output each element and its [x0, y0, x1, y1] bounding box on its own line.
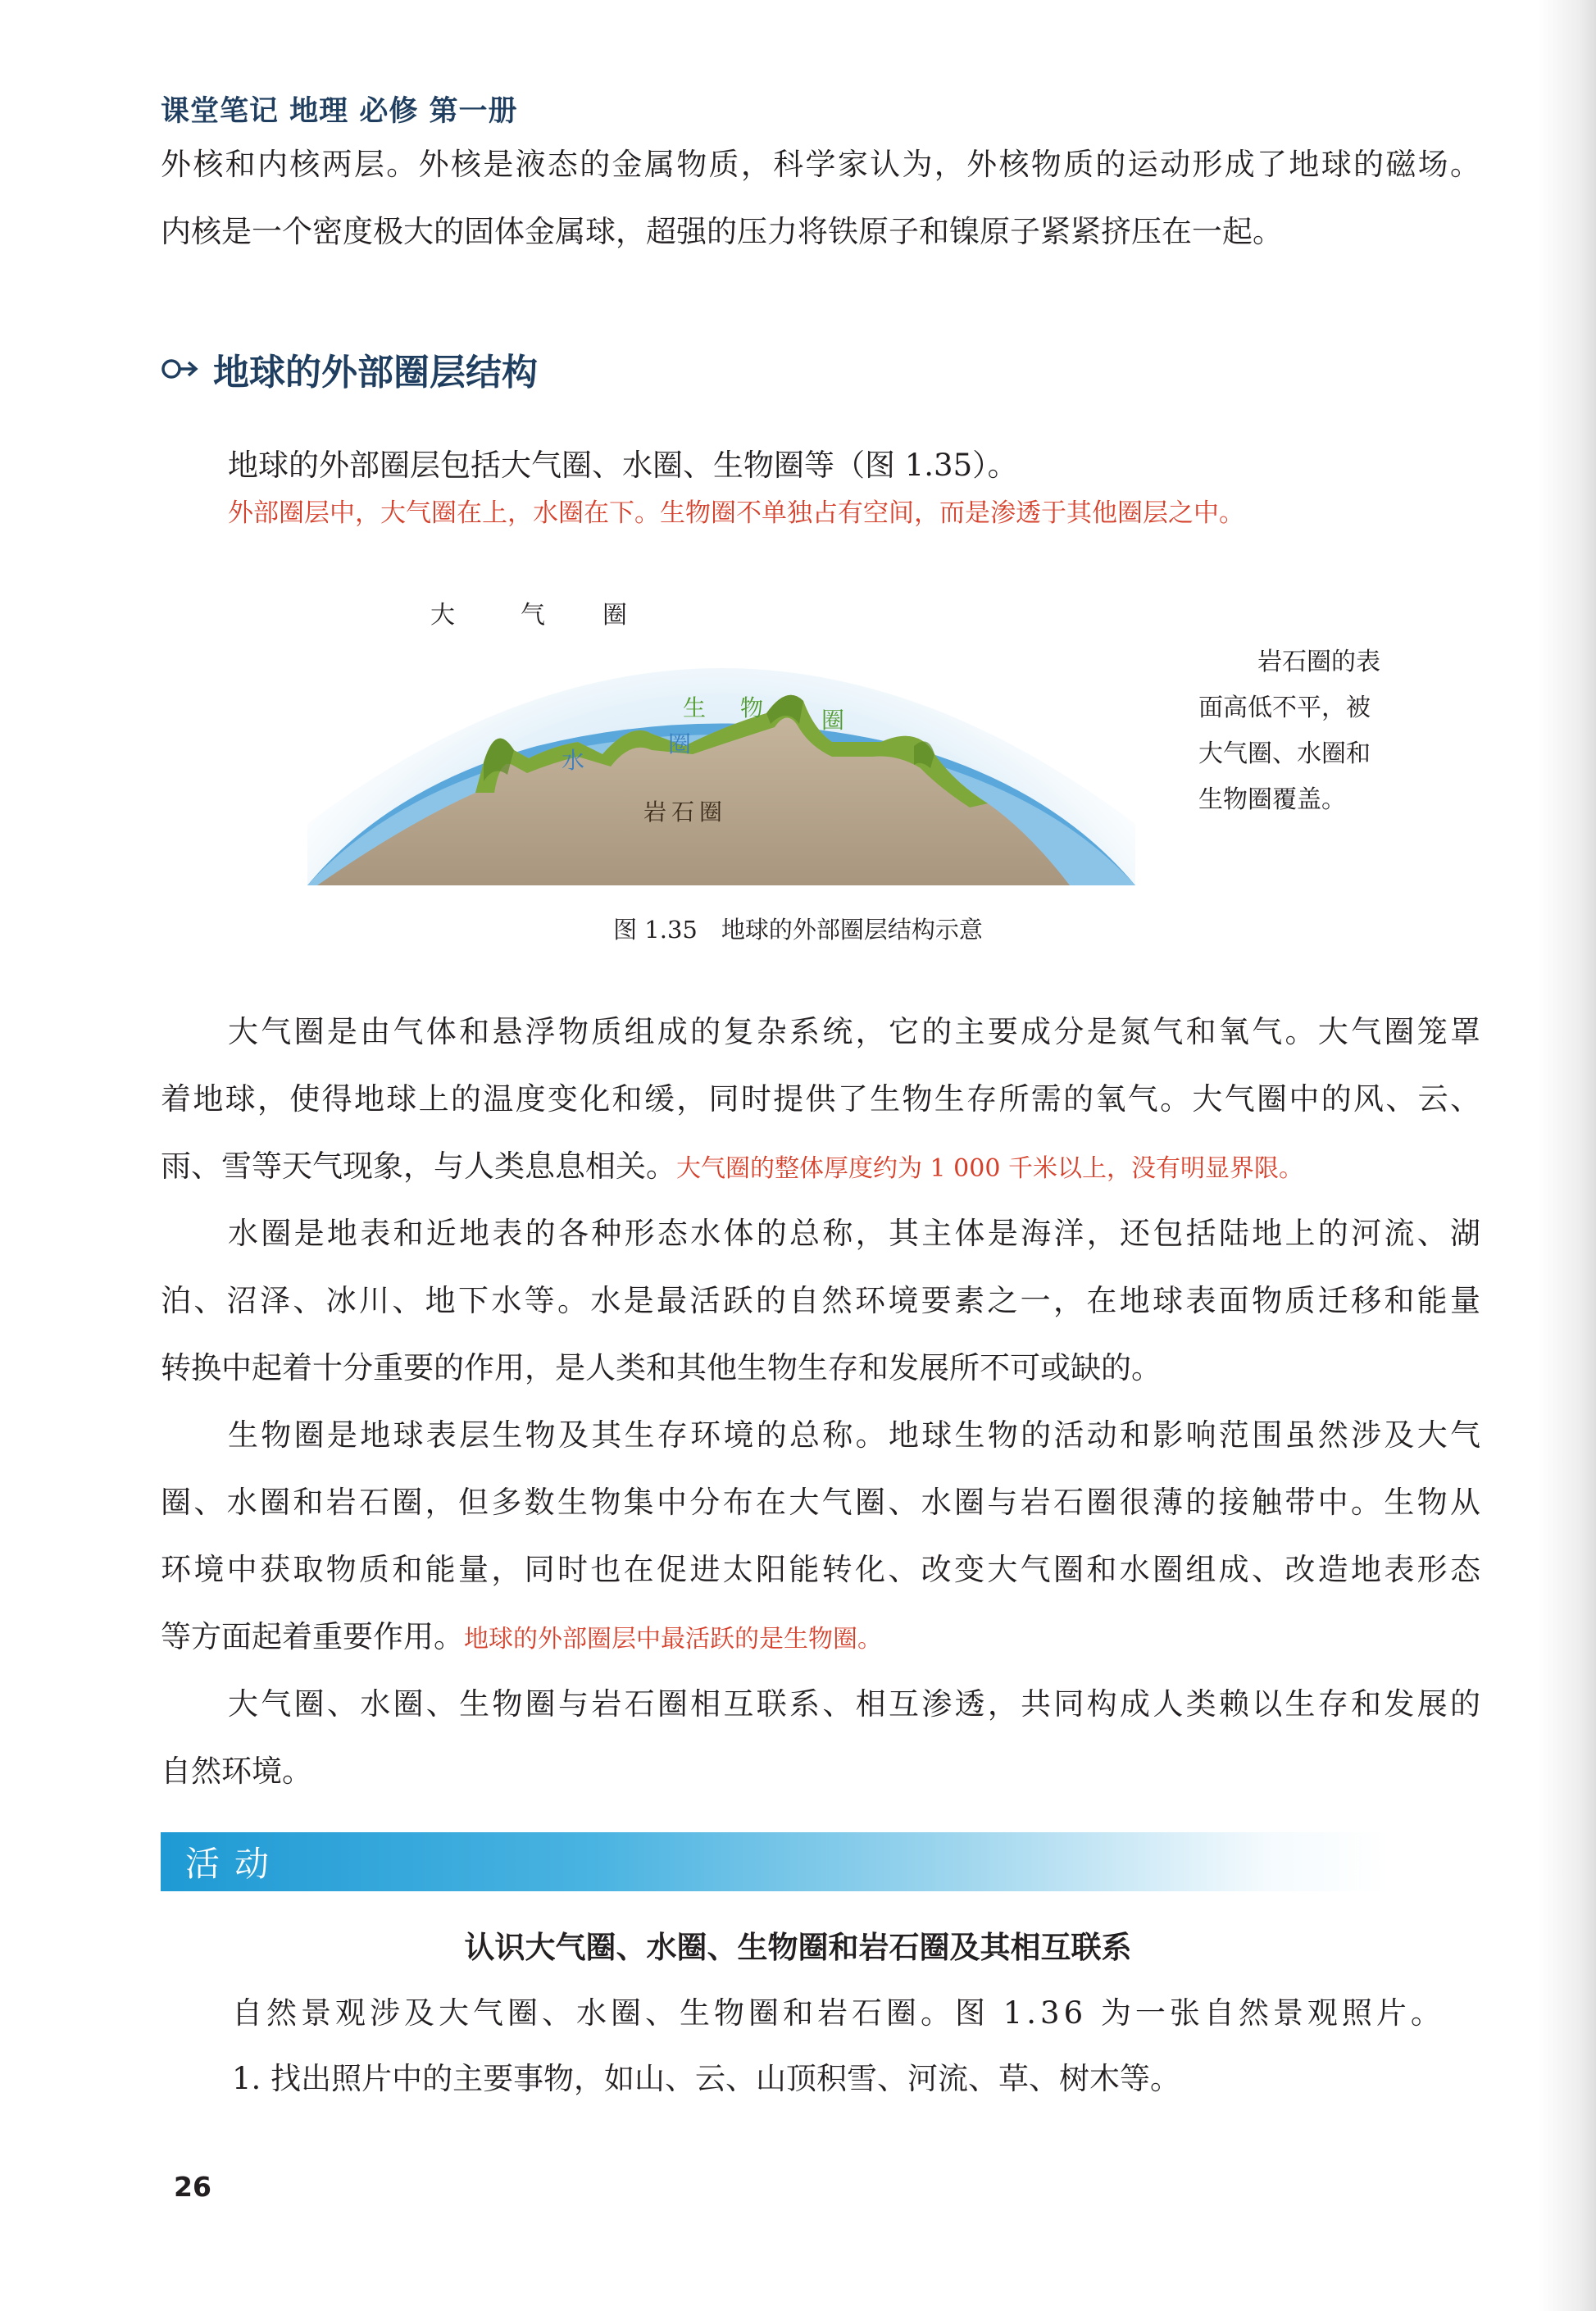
label-atmosphere-3: 圈: [602, 601, 627, 630]
label-atmosphere-2: 气: [521, 601, 545, 630]
paragraph-biosphere-text: 等方面起着重要作用。: [161, 1619, 464, 1654]
side-note-line-1: 岩石圈的表: [1257, 648, 1380, 676]
activity-banner: [161, 1832, 1390, 1891]
section-heading: [161, 343, 538, 395]
paragraph-atmosphere-line-2: 着地球，使得地球上的温度变化和缓，同时提供了生物生存所需的氧气。大气圈中的风、云、: [161, 1081, 1480, 1117]
label-hydrosphere-1: 水: [562, 747, 585, 774]
paragraph-summary-line-2: 自然环境。: [161, 1754, 312, 1789]
section-title: 地球的外部圈层结构: [213, 352, 538, 394]
label-lithosphere: 岩石圈: [643, 798, 728, 826]
paragraph-biosphere-line-2: 圈、水圈和岩石圈，但多数生物集中分布在大气圈、水圈与岩石圈很薄的接触带中。生物从: [161, 1485, 1480, 1520]
side-note-line-2: 面高低不平，被: [1198, 694, 1371, 722]
paragraph-core-line-1: 外核和内核两层。外核是液态的金属物质，科学家认为，外核物质的运动形成了地球的磁场。: [161, 147, 1480, 182]
paragraph-atmosphere-line-1: 大气圈是由气体和悬浮物质组成的复杂系统，它的主要成分是氮气和氧气。大气圈笼罩: [228, 1014, 1480, 1049]
paragraph-core-line-2: 内核是一个密度极大的固体金属球，超强的压力将铁原子和镍原子紧紧挤压在一起。: [161, 214, 1283, 249]
arrow-circle-icon: [161, 355, 198, 383]
label-atmosphere-1: 大: [430, 601, 455, 630]
paragraph-biosphere-line-3: 环境中获取物质和能量，同时也在促进太阳能转化、改变大气圈和水圈组成、改造地表形态: [161, 1552, 1480, 1587]
intro-note: 外部圈层中，大气圈在上，水圈在下。生物圈不单独占有空间，而是渗透于其他圈层之中。: [228, 498, 1244, 528]
intro-text: 地球的外部圈层包括大气圈、水圈、生物圈等（图 1.35）。: [228, 448, 1018, 483]
paragraph-hydrosphere-line-1: 水圈是地表和近地表的各种形态水体的总称，其主体是海洋，还包括陆地上的河流、湖: [228, 1216, 1480, 1251]
activity-title: 认识大气圈、水圈、生物圈和岩石圈及其相互联系: [464, 1930, 1132, 1965]
paragraph-atmosphere-text: 雨、雪等天气现象，与人类息息相关。: [161, 1149, 676, 1184]
paragraph-hydrosphere-line-3: 转换中起着十分重要的作用，是人类和其他生物生存和发展所不可或缺的。: [161, 1350, 1162, 1385]
activity-label: 活动: [185, 1844, 284, 1884]
paragraph-biosphere-line-4: [161, 1604, 1480, 1673]
earth-spheres-diagram: [307, 578, 1135, 885]
running-header: 课堂笔记 地理 必修 第一册: [161, 95, 518, 128]
label-hydrosphere-2: 圈: [668, 730, 692, 757]
side-note-line-3: 大气圈、水圈和: [1198, 739, 1371, 768]
figure-side-note: [1198, 639, 1436, 823]
paragraph-summary-line-1: 大气圈、水圈、生物圈与岩石圈相互联系、相互渗透，共同构成人类赖以生存和发展的: [228, 1686, 1480, 1722]
activity-step-1: 1. 找出照片中的主要事物，如山、云、山顶积雪、河流、草、树木等。: [232, 2061, 1181, 2096]
paragraph-hydrosphere-line-2: 泊、沼泽、冰川、地下水等。水是最活跃的自然环境要素之一，在地球表面物质迁移和能量: [161, 1283, 1480, 1318]
paragraph-atmosphere-line-3: [161, 1133, 1480, 1203]
paragraph-biosphere-note: 地球的外部圈层中最活跃的是生物圈。: [464, 1625, 882, 1654]
paragraph-biosphere-line-1: 生物圈是地球表层生物及其生存环境的总称。地球生物的活动和影响范围虽然涉及大气: [228, 1417, 1480, 1453]
page-number: 26: [174, 2171, 211, 2203]
paragraph-atmosphere-note: 大气圈的整体厚度约为 1 000 千米以上，没有明显界限。: [676, 1154, 1303, 1183]
label-biosphere-1: 生: [683, 694, 707, 721]
side-note-line-4: 生物圈覆盖。: [1198, 785, 1346, 814]
figure-caption: 图 1.35 地球的外部圈层结构示意: [613, 916, 983, 944]
label-biosphere-2: 物: [740, 694, 764, 721]
label-biosphere-3: 圈: [821, 707, 845, 734]
activity-intro: 自然景观涉及大气圈、水圈、生物圈和岩石圈。图 1.36 为一张自然景观照片。: [232, 1995, 1445, 2031]
